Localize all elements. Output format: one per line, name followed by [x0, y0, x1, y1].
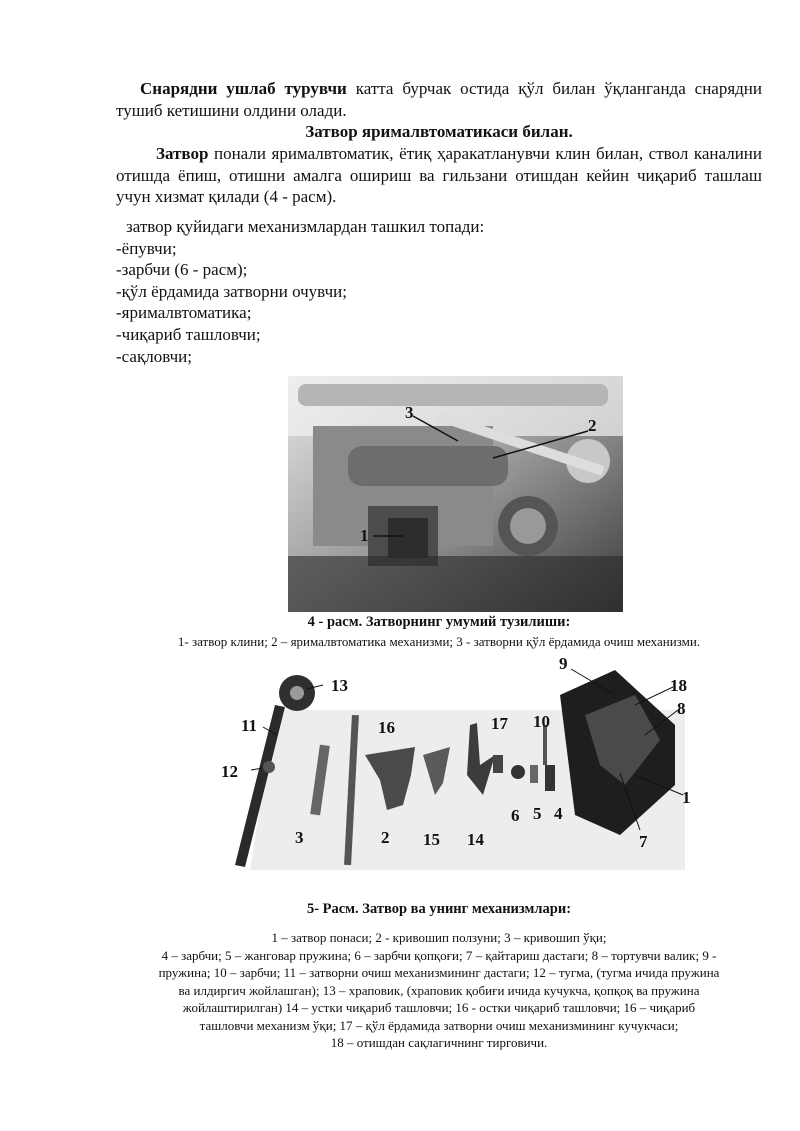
paragraph1-bold: Снарядни ушлаб турувчи	[140, 79, 347, 98]
figure5-title: 5- Расм. Затвор ва унинг механизмлари:	[306, 901, 572, 917]
figure5-label-5: 5	[533, 804, 542, 823]
figure5-label-12: 12	[221, 762, 238, 781]
figure4-label-1: 1	[360, 526, 369, 545]
figure5-label-18: 18	[670, 676, 687, 695]
paragraph-breech	[116, 143, 762, 208]
figure4-photo	[288, 376, 623, 612]
mechanism-list	[116, 216, 484, 367]
figure5-label-3: 3	[295, 828, 304, 847]
figure5-label-15: 15	[423, 830, 440, 849]
paragraph2-bold: Затвор	[156, 144, 209, 163]
figure5-caption-line: пружина; 10 – зарбчи; 11 – затворни очиш механизмининг дастаги; 12 – тугма, (тугма ичида пружина	[158, 965, 720, 980]
figure5-label-13: 13	[331, 676, 348, 695]
list-intro: затвор қуйидаги механизмлардан ташкил топади:	[126, 217, 485, 236]
figure5-caption-line: ва илдиргич жойлашган); 13 – храповик, (храповик қобиғи ичида кучукча, қопқоқ ва пружина	[178, 982, 700, 998]
figure5-label-6: 6	[511, 806, 520, 825]
figure5-label-1: 1	[682, 788, 691, 807]
figure4-label-3: 3	[405, 403, 414, 422]
list-item: -зарбчи (6 - расм);	[116, 260, 248, 280]
figure5-label-4: 4	[554, 804, 563, 823]
list-item: -ярималвтоматика;	[116, 303, 252, 323]
figure4-caption: 1- затвор клини; 2 – ярималвтоматика механизми; 3 - затворни қўл ёрдамида очиш механизми.	[177, 634, 701, 649]
figure5-caption	[108, 929, 770, 1052]
figure5-label-8: 8	[677, 699, 686, 718]
list-item: -сақловчи;	[116, 346, 192, 366]
figure5-label-7: 7	[639, 832, 648, 851]
figure5-label-11: 11	[241, 716, 258, 735]
figure5-caption-line: 1 – затвор понаси; 2 - кривошип ползуни; 3 – кривошип ўқи;	[271, 930, 607, 945]
paragraph-projectile-holder	[116, 78, 762, 121]
figure5-photo	[215, 655, 705, 900]
figure5-label-17: 17	[491, 714, 508, 733]
figure5-label-2: 2	[381, 828, 390, 847]
figure4-label-2: 2	[588, 416, 597, 435]
section-heading: Затвор ярималвтоматикаси билан.	[305, 122, 573, 141]
list-item: -чиқариб ташловчи;	[116, 324, 261, 344]
paragraph1-text: катта бурчак остида қўл билан ўқланганда снарядни тушиб кетишини олдини олади.	[116, 79, 763, 120]
list-item: -ёпувчи;	[116, 238, 177, 258]
figure5-caption-line: жойлаштирилган) 14 – устки чиқариб ташловчи; 16 - остки чиқариб ташловчи; 16 – чиқариб	[182, 1000, 696, 1015]
figure5-label-9: 9	[559, 655, 568, 673]
figure5-caption-line: 18 – отишдан сақлагичнинг тирговичи.	[330, 1035, 548, 1050]
figure5-label-10: 10	[533, 712, 550, 731]
paragraph2-text: понали ярималвтоматик, ётиқ ҳаракатланувчи клин билан, ствол каналини отишда ёпиш, отишни амалга ошириш ва гильзани отишдан кейин чиқариб ташлаш учун хизмат қилади (4 - расм).	[116, 144, 762, 206]
figure5-label-16: 16	[378, 718, 395, 737]
figure4-title: 4 - расм. Затворнинг умумий тузилиши:	[307, 614, 571, 630]
figure5-label-14: 14	[467, 830, 484, 849]
list-item: -қўл ёрдамида затворни очувчи;	[116, 281, 347, 301]
figure5-caption-line: 4 – зарбчи; 5 – жанговар пружина; 6 – зарбчи қопқоғи; 7 – қайтариш дастаги; 8 – тортувчи валик; 9 -	[161, 947, 717, 963]
figure5-caption-line: ташловчи механизм ўқи; 17 – қўл ёрдамида затворни очиш механизмининг кучукчаси;	[199, 1017, 679, 1033]
